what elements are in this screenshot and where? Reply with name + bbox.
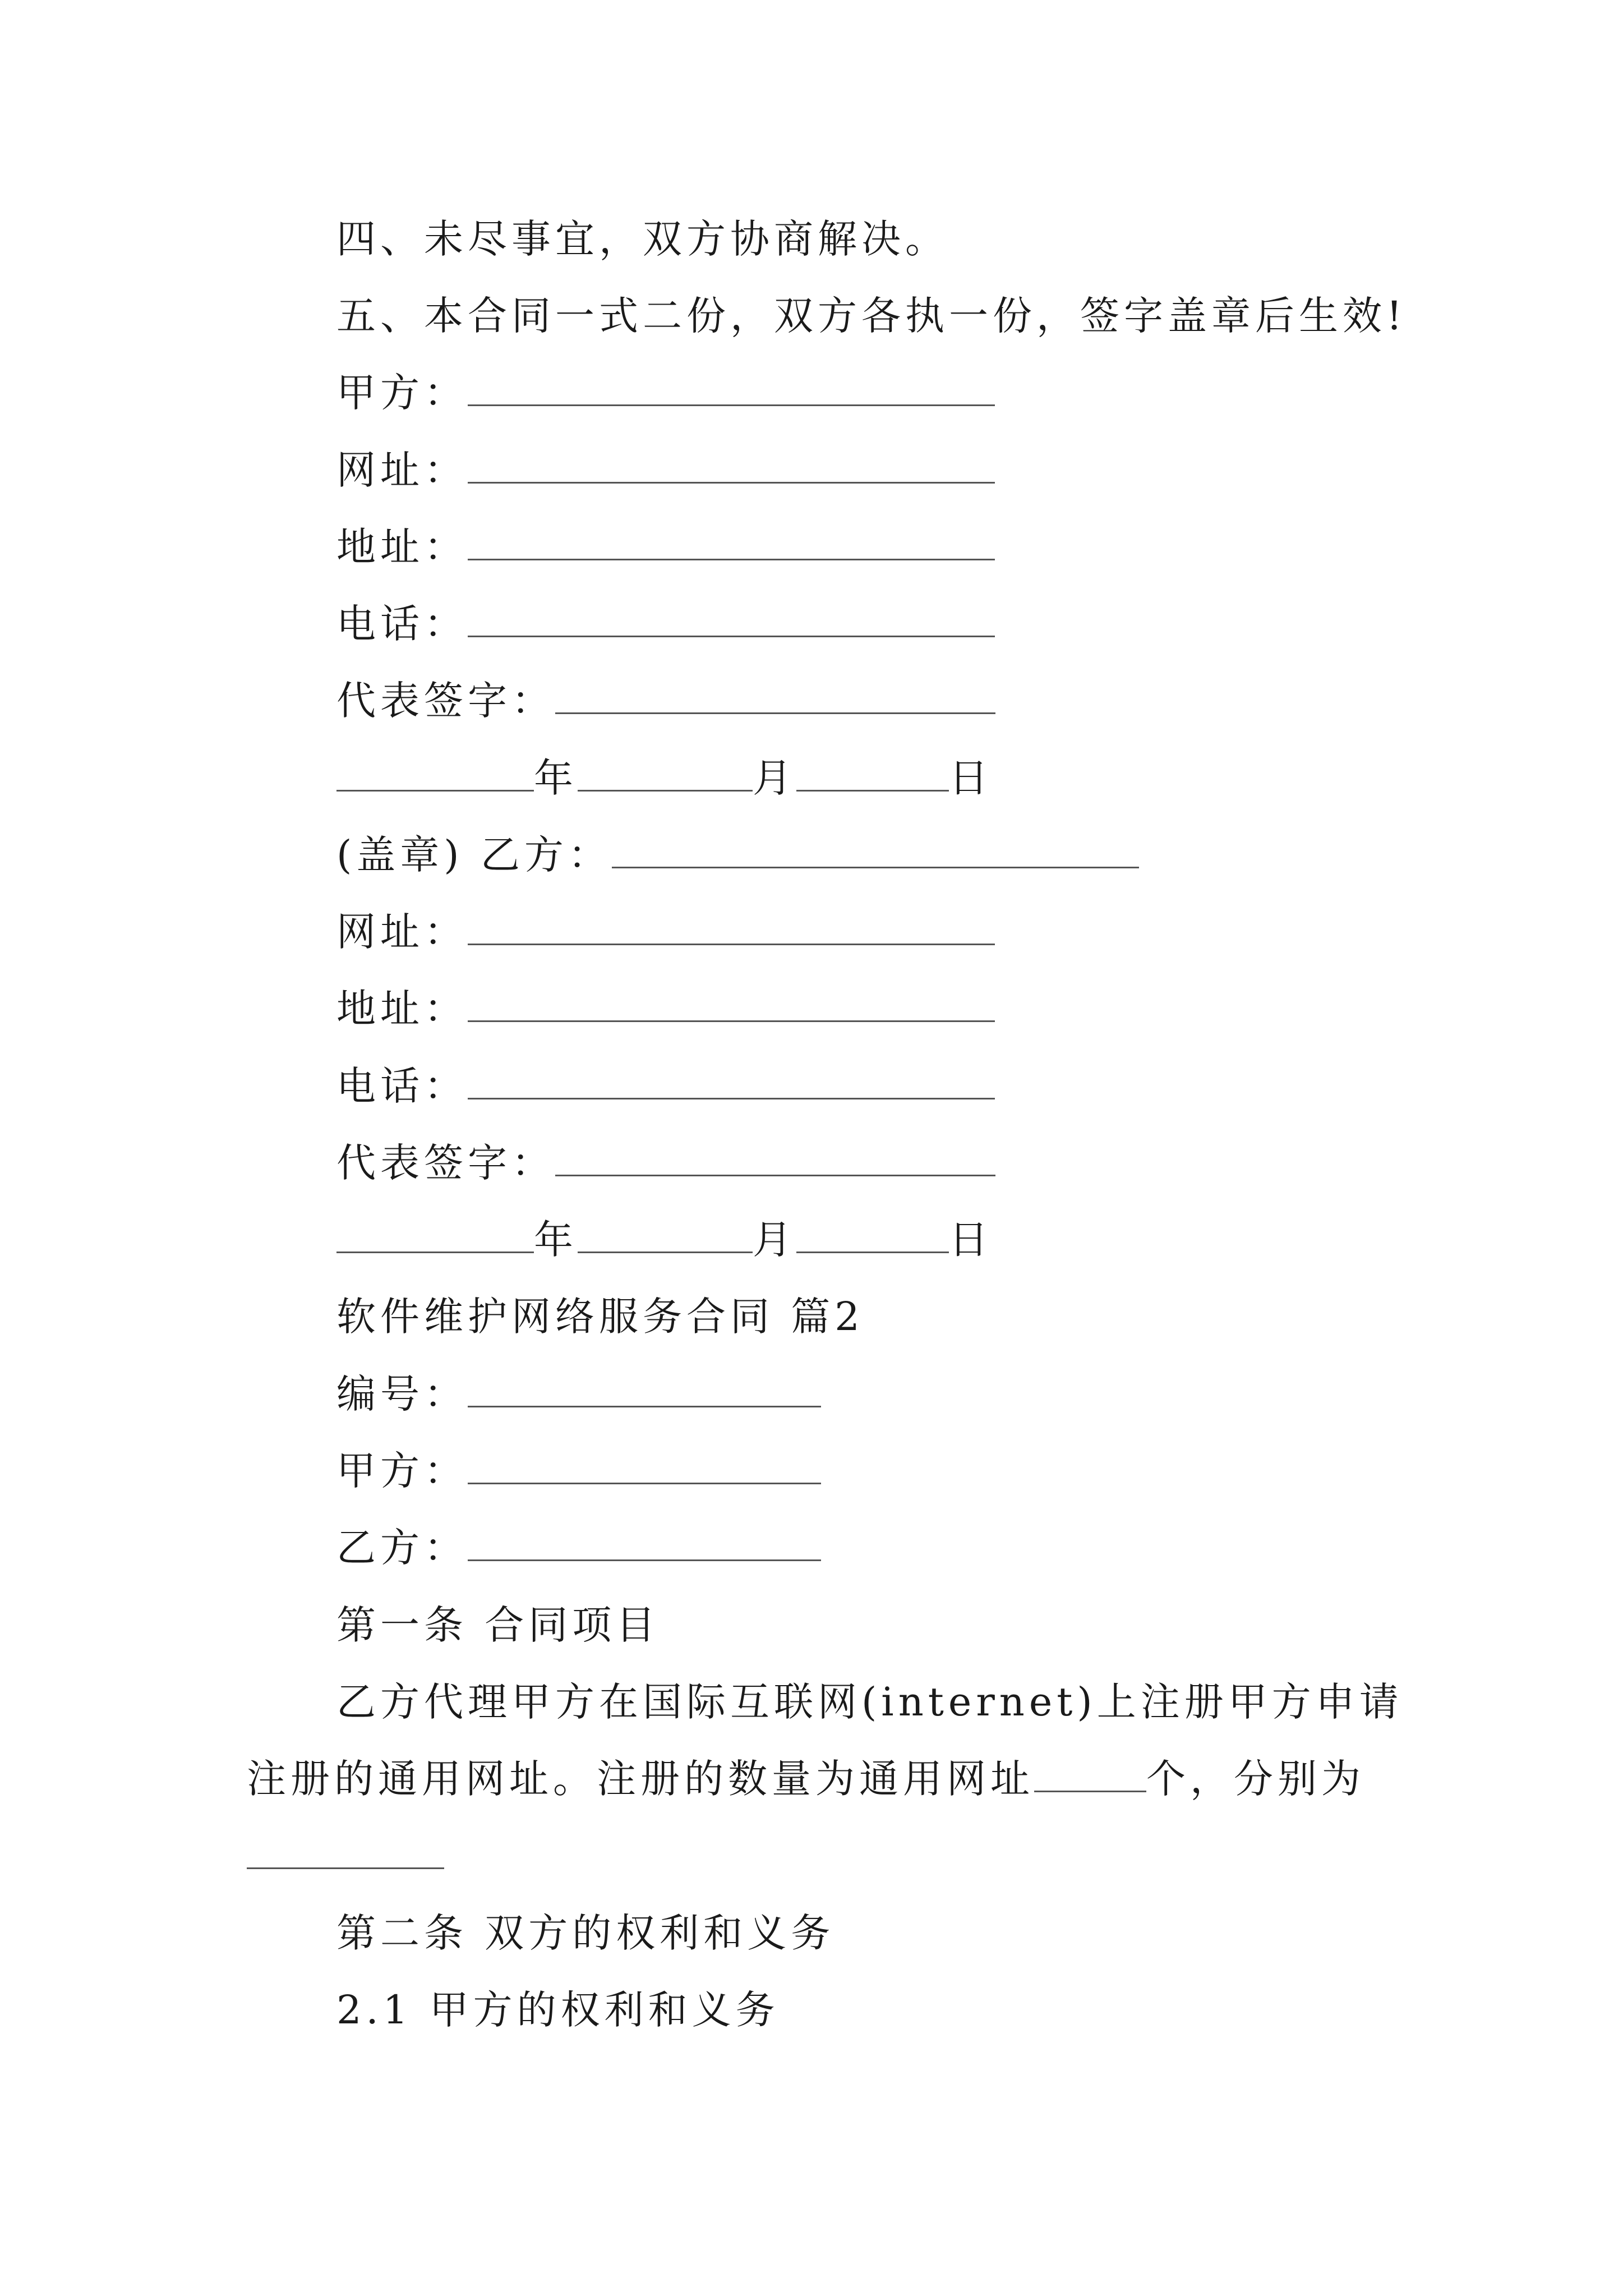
party-a-web-label: 网址： xyxy=(336,447,468,493)
contract2-party-b-blank[interactable] xyxy=(468,1525,821,1561)
section-title-text: 软件维护网络服务合同 篇2 xyxy=(336,1294,864,1340)
party-a-blank[interactable] xyxy=(468,370,995,406)
party-a-web-blank[interactable] xyxy=(468,447,995,484)
article-1-heading xyxy=(336,1598,660,1652)
party-b-year-label: 年 xyxy=(534,1217,578,1263)
party-b-month-label: 月 xyxy=(753,1217,796,1263)
party-a-year-blank[interactable] xyxy=(336,755,534,792)
party-a-row xyxy=(336,366,995,420)
party-a-year-label: 年 xyxy=(534,755,578,801)
clause-5-text: 五、本合同一式二份，双方各执一份，签字盖章后生效! xyxy=(336,293,1407,339)
party-b-date-row xyxy=(336,1213,993,1267)
contract2-party-a-blank[interactable] xyxy=(468,1448,821,1484)
party-b-day-blank[interactable] xyxy=(796,1217,949,1253)
article-1-paragraph-line2 xyxy=(247,1752,1365,1806)
party-a-address-blank[interactable] xyxy=(468,524,995,560)
party-a-address-row xyxy=(336,520,995,574)
party-a-date-row xyxy=(336,751,993,805)
contract-number-blank[interactable] xyxy=(468,1371,821,1407)
party-b-row xyxy=(336,828,1139,882)
party-a-web-row xyxy=(336,443,995,497)
party-b-address-blank[interactable] xyxy=(468,986,995,1022)
article-1-paragraph-line2-text: 注册的通用网址。注册的数量为通用网址 xyxy=(247,1756,1034,1802)
party-b-address-row xyxy=(336,982,995,1036)
party-b-web-blank[interactable] xyxy=(468,909,995,945)
section-2-1-heading xyxy=(336,1983,780,2037)
party-b-web-row xyxy=(336,905,995,959)
url-count-blank[interactable] xyxy=(1034,1756,1146,1792)
party-b-phone-label: 电话： xyxy=(336,1063,468,1109)
clause-4-text: 四、未尽事宜，双方协商解决。 xyxy=(336,216,949,262)
party-b-signature-blank[interactable] xyxy=(555,1140,995,1176)
party-a-phone-label: 电话： xyxy=(336,601,468,647)
party-a-month-blank[interactable] xyxy=(578,755,753,792)
party-a-day-blank[interactable] xyxy=(796,755,949,792)
party-b-year-blank[interactable] xyxy=(336,1217,534,1253)
contract2-party-b-label: 乙方： xyxy=(336,1525,468,1571)
section-title xyxy=(336,1290,864,1343)
party-a-phone-blank[interactable] xyxy=(468,601,995,637)
party-a-signature-row xyxy=(336,674,995,728)
party-a-label: 甲方： xyxy=(336,370,468,416)
article-1-paragraph-line1 xyxy=(336,1675,1403,1729)
contract2-party-a-row xyxy=(336,1444,821,1498)
party-b-signature-label: 代表签字： xyxy=(336,1140,555,1186)
url-list-row xyxy=(247,1829,444,1883)
contract-number-row xyxy=(336,1367,821,1421)
party-a-signature-blank[interactable] xyxy=(555,678,995,714)
clause-4 xyxy=(336,212,949,266)
contract2-party-b-row xyxy=(336,1521,821,1575)
article-1-heading-text: 第一条 合同项目 xyxy=(336,1602,660,1648)
contract2-party-a-label: 甲方： xyxy=(336,1448,468,1494)
article-1-paragraph-line2-end: 个，分别为 xyxy=(1146,1756,1365,1802)
url-list-blank[interactable] xyxy=(247,1833,444,1869)
contract-number-label: 编号： xyxy=(336,1371,468,1417)
party-b-signature-row xyxy=(336,1136,995,1190)
party-b-blank[interactable] xyxy=(612,832,1139,868)
section-2-1-heading-text: 2.1 甲方的权利和义务 xyxy=(336,1987,780,2033)
party-b-phone-row xyxy=(336,1059,995,1113)
party-b-web-label: 网址： xyxy=(336,909,468,955)
article-2-heading xyxy=(336,1906,834,1960)
party-b-phone-blank[interactable] xyxy=(468,1063,995,1099)
article-1-paragraph-line1-text: 乙方代理甲方在国际互联网(internet)上注册甲方申请 xyxy=(336,1679,1403,1725)
party-b-day-label: 日 xyxy=(949,1217,993,1263)
article-2-heading-text: 第二条 双方的权利和义务 xyxy=(336,1910,835,1956)
party-a-day-label: 日 xyxy=(949,755,993,801)
party-b-address-label: 地址： xyxy=(336,986,468,1032)
party-a-phone-row xyxy=(336,597,995,651)
party-b-month-blank[interactable] xyxy=(578,1217,753,1253)
party-a-signature-label: 代表签字： xyxy=(336,678,555,724)
party-b-label: (盖章) 乙方： xyxy=(336,832,612,878)
clause-5 xyxy=(336,289,1407,343)
party-a-month-label: 月 xyxy=(753,755,796,801)
party-a-address-label: 地址： xyxy=(336,524,468,570)
